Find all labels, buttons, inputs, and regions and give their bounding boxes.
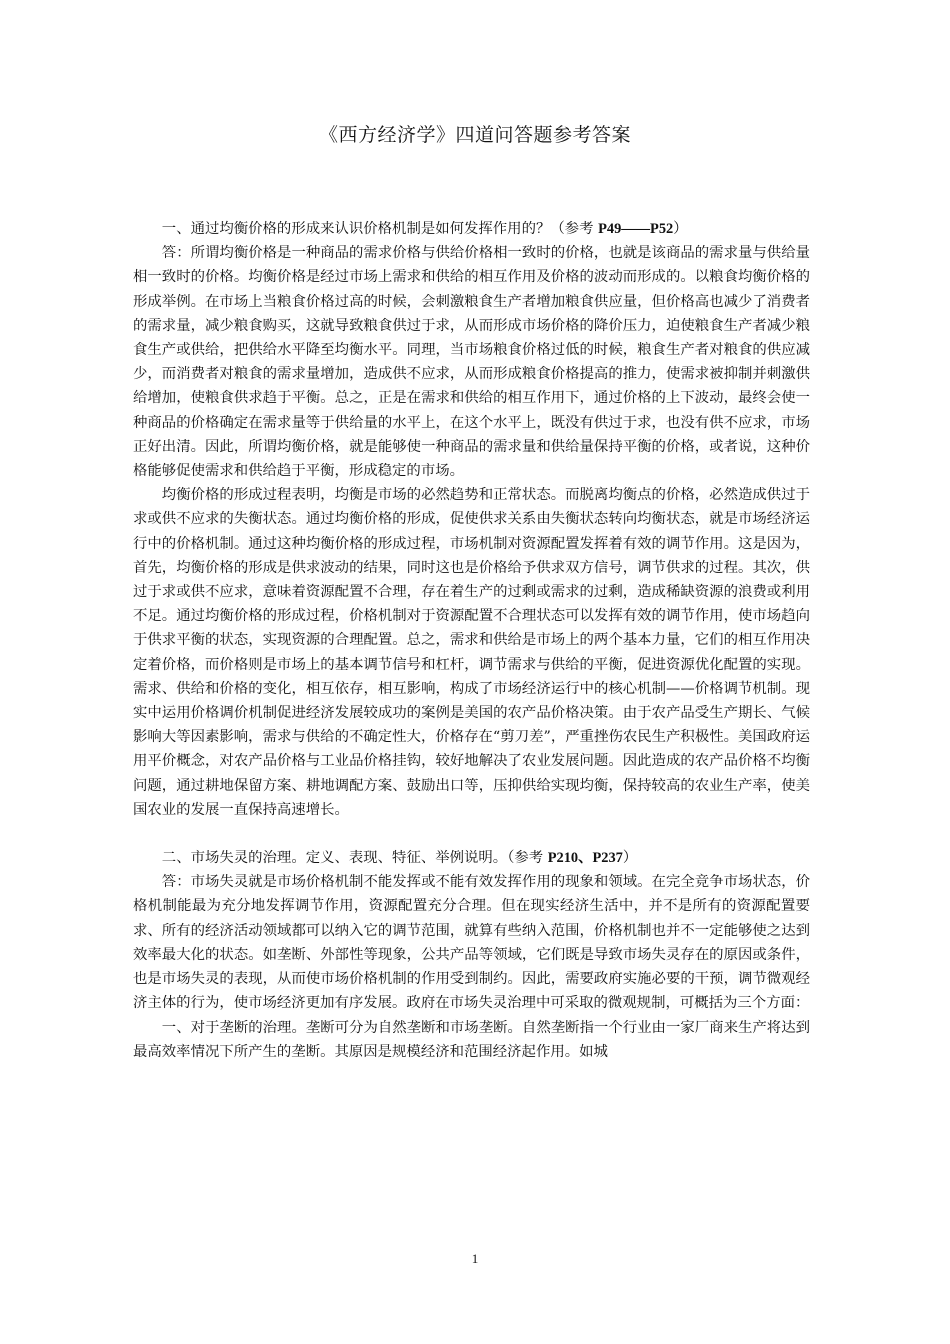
answer-2-paragraph-2: 一、对于垄断的治理。垄断可分为自然垄断和市场垄断。自然垄断指一个行业由一家厂商来生产将达到最高效率情况下所产生的垄断。其原因是规模经济和范围经济起作用。如城	[133, 1019, 810, 1060]
question-1-heading	[133, 217, 810, 241]
question-1-closing: ）	[673, 221, 688, 237]
question-1-page-ref: P49——P52	[598, 221, 674, 237]
document-body	[133, 217, 810, 1064]
answer-1-paragraph-1: 答：所谓均衡价格是一种商品的需求价格与供给价格相一致时的价格，也就是该商品的需求量与供给量相一致时的价格。均衡价格是经过市场上需求和供给的相互作用及价格的波动而形成的。以粮食均衡价格的形成举例。在市场上当粮食价格过高的时候，会刺激粮食生产者增加粮食供应量，但价格高也减少了消费者的需求量，减少粮食购买，这就导致粮食供过于求，从而形成市场价格的降价压力，迫使粮食生产者减少粮食生产或供给，把供给水平降至均衡水平。同理，当市场粮食价格过低的时候，粮食生产者对粮食的供应减少，而消费者对粮食的需求量增加，造成供不应求，从而形成粮食价格提高的推力，使需求被抑制并刺激供给增加，使粮食供求趋于平衡。总之，正是在需求和供给的相互作用下，通过价格的上下波动，最终会使一种商品的价格确定在需求量等于供给量的水平上，在这个水平上，既没有供过于求，也没有供不应求，市场正好出清。因此，所谓均衡价格，就是能够使一种商品的需求量和供给量保持平衡的价格，或者说，这种价格能够促使需求和供给趋于平衡，形成稳定的市场。	[133, 245, 810, 480]
answer-1-paragraph-2: 均衡价格的形成过程表明，均衡是市场的必然趋势和正常状态。而脱离均衡点的价格，必然造成供过于求或供不应求的失衡状态。通过均衡价格的形成，促使供求关系由失衡状态转向均衡状态，就是市场经济运行中的价格机制。通过这种均衡价格的形成过程，市场机制对资源配置发挥着有效的调节作用。这是因为，首先，均衡价格的形成是供求波动的结果，同时这也是价格给予供求双方信号，调节供求的过程。其次，供过于求或供不应求，意味着资源配置不合理，存在着生产的过剩或需求的过剩，造成稀缺资源的浪费或利用不足。通过均衡价格的形成过程，价格机制对于资源配置不合理状态可以发挥有效的调节作用，使市场趋向于供求平衡的状态，实现资源的合理配置。总之，需求和供给是市场上的两个基本力量，它们的相互作用决定着价格，而价格则是市场上的基本调节信号和杠杆，调节需求与供给的平衡，促进资源优化配置的实现。需求、供给和价格的变化，相互依存，相互影响，构成了市场经济运行中的核心机制——价格调节机制。现实中运用价格调价机制促进经济发展较成功的案例是美国的农产品价格决策。由于农产品受生产期长、气候影响大等因素影响，需求与供给的不确定性大，价格存在“剪刀差”，严重挫伤农民生产积极性。美国政府运用平价概念，对农产品价格与工业品价格挂钩，较好地解决了农业发展问题。因此造成的农产品价格不均衡问题，通过耕地保留方案、耕地调配方案、鼓励出口等，压抑供给实现均衡，保持较高的农业生产率，使美国农业的发展一直保持高速增长。	[133, 487, 810, 818]
answer-2-paragraph-1: 答：市场失灵就是市场价格机制不能发挥或不能有效发挥作用的现象和领域。在完全竞争市场状态，价格机制能最为充分地发挥调节作用，资源配置充分合理。但在现实经济生活中，并不是所有的资源配置要求、所有的经济活动领域都可以纳入它的调节范围，就算有些纳入范围，价格机制也并不一定能够使之达到效率最大化的状态。如垄断、外部性等现象，公共产品等领域，它们既是导致市场失灵存在的原因或条件，也是市场失灵的表现，从而使市场价格机制的作用受到制约。因此，需要政府实施必要的干预，调节微观经济主体的行为，使市场经济更加有序发展。政府在市场失灵治理中可采取的微观规制，可概括为三个方面：	[133, 874, 810, 1012]
question-2-heading	[133, 846, 810, 870]
question-2-closing: ）	[622, 850, 638, 867]
question-1-text: 一、通过均衡价格的形成来认识价格机制是如何发挥作用的？（参考	[161, 221, 599, 237]
question-2-page-ref: P210、P237	[547, 850, 623, 867]
page-number: 1	[471, 1251, 479, 1266]
document-title: 《西方经济学》四道问答题参考答案	[318, 124, 631, 146]
question-2-text: 二、市场失灵的治理。定义、表现、特征、举例说明。（参考	[161, 850, 548, 867]
